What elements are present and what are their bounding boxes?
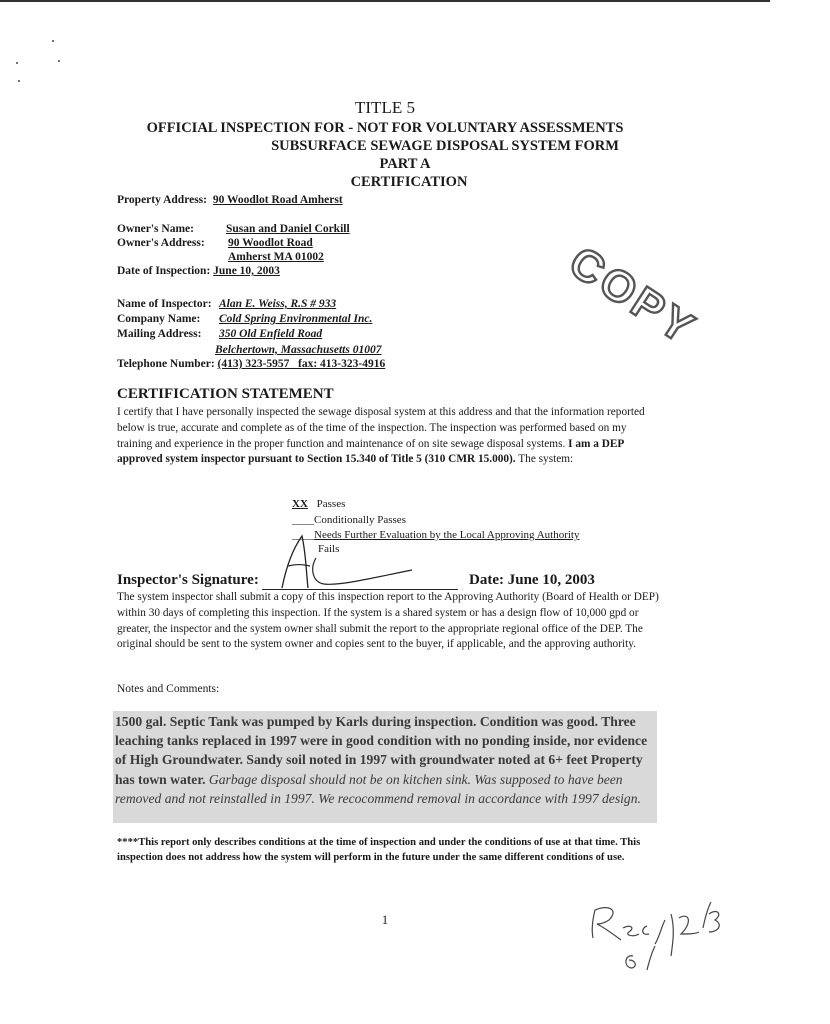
- owner-name-label: Owner's Name:: [117, 223, 194, 235]
- submission-paragraph: The system inspector shall submit a copy of this inspection report to the Approving Authority (Board of Health or DEP) within 30 days of completing this inspection. If the system is a shared system or has a design flow of 10,000 gpd or greater, the inspector and the system owner shall submit the report to the appropriate regional office of the DEP. The original should be sent to the system owner and copies sent to the buyer, if applicable, and the approving authority.: [117, 591, 659, 651]
- footnote: ****This report only describes conditions at the time of inspection and under the conditions of use at that time. This inspection does not address how the system will perform in the future under the same different conditions of use.: [117, 837, 641, 864]
- header-line-3: PART A: [379, 156, 431, 172]
- result-conditional-mark: ____: [292, 514, 314, 526]
- result-passes: [292, 498, 345, 510]
- owner-address-line2: Amherst MA 01002: [228, 251, 324, 263]
- property-address-label: Property Address:: [117, 194, 207, 206]
- owner-address-line1: 90 Woodlot Road: [228, 237, 313, 249]
- inspector-name-value: Alan E. Weiss, R.S # 933: [219, 298, 337, 310]
- inspection-date-row: [117, 265, 280, 277]
- copy-stamp: [548, 222, 706, 356]
- result-passes-mark: XX: [292, 498, 308, 510]
- mailing-address-line1: 350 Old Enfield Road: [219, 328, 323, 340]
- scan-speck: [58, 60, 60, 62]
- scan-speck: [18, 80, 20, 82]
- inspection-date-label: Date of Inspection:: [117, 265, 211, 277]
- mailing-address-line2: Belchertown, Massachusetts 01007: [215, 344, 382, 356]
- inspection-date-value: June 10, 2003: [213, 265, 280, 277]
- result-further-eval-label: Needs Further Evaluation by the Local Approving Authority: [314, 529, 580, 541]
- notes-label: Notes and Comments:: [117, 683, 220, 695]
- result-passes-label: Passes: [316, 498, 346, 510]
- page-top-border: [0, 0, 770, 2]
- notes-italic-text: Garbage disposal should not be on kitchen sink. Was supposed to have been removed and not reinstalled in 1997. We recocommend removal in accordance with 1997 design.: [115, 771, 641, 806]
- handwritten-received-note: [585, 898, 725, 978]
- certification-paragraph: [117, 405, 662, 468]
- result-conditional-label: Conditionally Passes: [314, 514, 406, 526]
- owner-name-value: Susan and Daniel Corkill: [226, 223, 350, 235]
- copy-stamp-text: COPY: [560, 237, 706, 356]
- result-further-eval-mark: ____: [292, 529, 314, 541]
- notes-bold-text: 1500 gal. Septic Tank was pumped by Karls during inspection. Condition was good. Three leaching tanks replaced in 1997 were in good condition with no ponding inside, nor evidence of High Groundwater. Sandy soil noted in 1997 with groundwater noted at 6+ feet Property has town water.: [115, 714, 648, 787]
- telephone-value: (413) 323-5957 fax: 413-323-4916: [217, 358, 386, 370]
- mailing-address-label: Mailing Address:: [117, 328, 202, 340]
- page-number: 1: [381, 913, 389, 927]
- certification-heading: CERTIFICATION STATEMENT: [117, 386, 334, 402]
- property-address-row: [117, 194, 343, 206]
- certification-text: I certify that I have personally inspected the sewage disposal system at this address and that the information reported below is true, accurate and complete as of the time of the inspection. The inspection was performed based on my training and experience in the proper function and maintenance of on site sewage disposal systems.: [117, 406, 645, 450]
- result-conditional: [292, 514, 406, 526]
- telephone-row: [117, 358, 385, 370]
- scan-speck: [52, 40, 54, 42]
- notes-comments: [115, 712, 660, 808]
- inspector-name-label: Name of Inspector:: [117, 298, 212, 310]
- certification-tail: The system:: [518, 453, 574, 466]
- document-title: TITLE 5: [355, 98, 415, 117]
- owner-address-label: Owner's Address:: [117, 237, 205, 249]
- header-line-4: CERTIFICATION: [350, 174, 468, 190]
- header-line-2: SUBSURFACE SEWAGE DISPOSAL SYSTEM FORM: [271, 138, 619, 154]
- certification-bold-text: I am a DEP approved system inspector pursuant to Section 15.340 of Title 5 (310 CMR 15.000).: [117, 437, 624, 466]
- company-name-label: Company Name:: [117, 313, 201, 325]
- scan-speck: [16, 62, 18, 64]
- telephone-label: Telephone Number:: [117, 358, 215, 370]
- signature-label: Inspector's Signature:: [117, 572, 259, 588]
- header-line-1: OFFICIAL INSPECTION FOR - NOT FOR VOLUNTARY ASSESSMENTS: [146, 120, 624, 136]
- result-fails-label: Fails: [318, 543, 340, 555]
- company-name-value: Cold Spring Environmental Inc.: [219, 313, 373, 325]
- property-address-value: 90 Woodlot Road Amherst: [212, 194, 343, 206]
- signature-date: Date: June 10, 2003: [469, 572, 595, 588]
